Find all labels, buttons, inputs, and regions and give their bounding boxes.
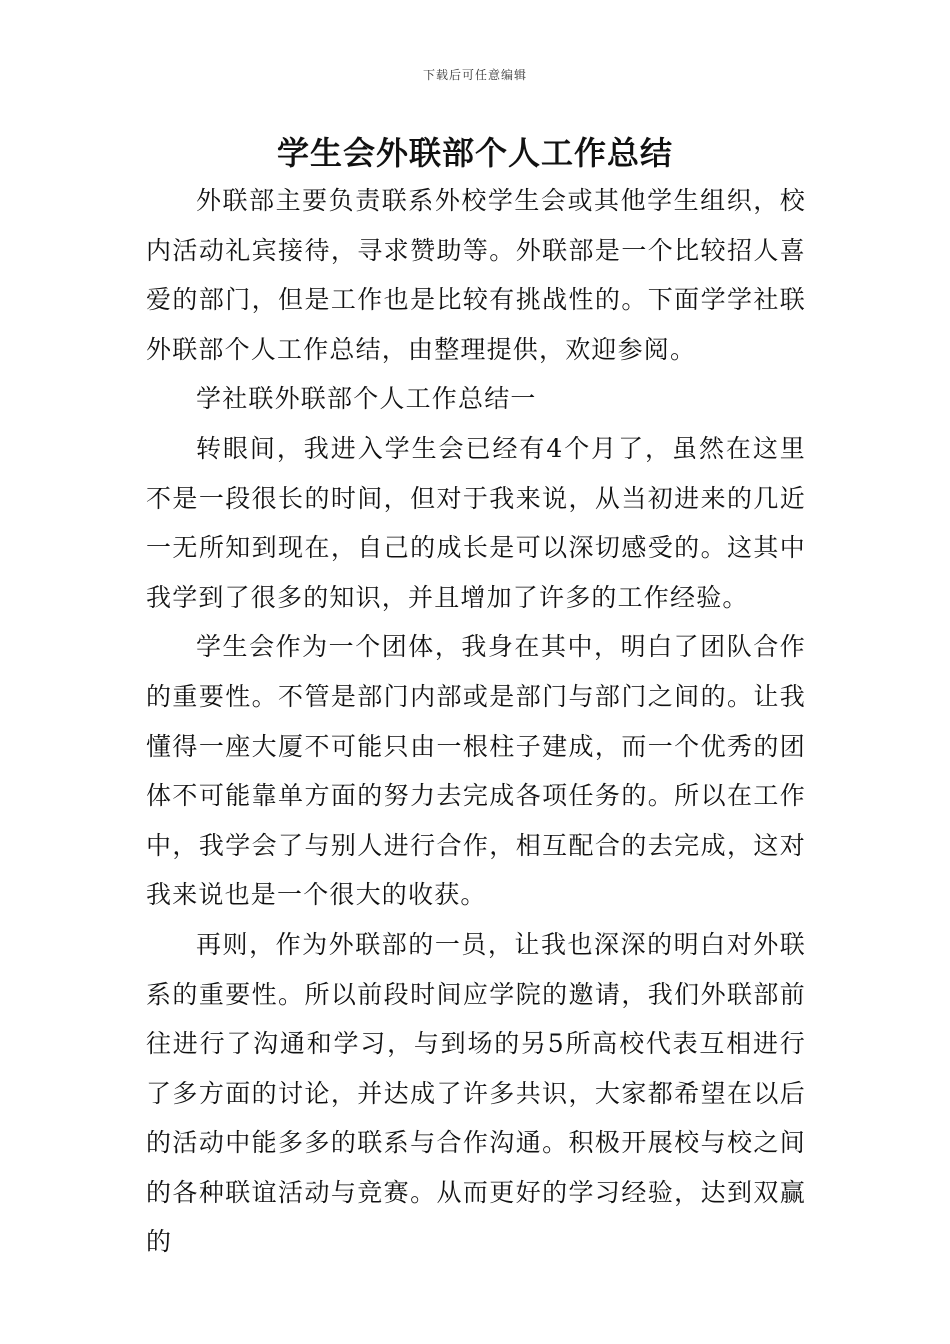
header-note: 下载后可任意编辑 bbox=[422, 68, 527, 82]
section-heading: 学社联外联部个人工作总结一 bbox=[196, 384, 537, 414]
paragraph: 再则，作为外联部的一员，让我也深深的明白对外联系的重要性。所以前段时间应学院的邀请，我们外联部前往进行了沟通和学习，与到场的另5所高校代表互相进行了多方面的讨论，并达成了许多共识，大家都希望在以后的活动中能多多的联系与合作沟通。积极开展校与校之间的各种联谊活动与竞赛。从而更好的学习经验，达到双赢的 bbox=[146, 929, 806, 1257]
paragraph-intro: 外联部主要负责联系外校学生会或其他学生组织，校内活动礼宾接待，寻求赞助等。外联部是一个比较招人喜爱的部门，但是工作也是比较有挑战性的。下面学学社联外联部个人工作总结，由整理提供，欢迎参阅。 bbox=[146, 186, 806, 364]
paragraph: 转眼间，我进入学生会已经有4个月了，虽然在这里不是一段很长的时间，但对于我来说，从当初进来的几近一无所知到现在，自己的成长是可以深切感受的。这其中我学到了很多的知识，并且增加了许多的工作经验。 bbox=[146, 433, 806, 612]
document-body bbox=[146, 176, 806, 1267]
document-title: 学生会外联部个人工作总结 bbox=[276, 134, 673, 172]
paragraph: 学生会作为一个团体，我身在其中，明白了团队合作的重要性。不管是部门内部或是部门与部门之间的。让我懂得一座大厦不可能只由一根柱子建成，而一个优秀的团体不可能靠单方面的努力去完成各项任务的。所以在工作中，我学会了与别人进行合作，相互配合的去完成，这对我来说也是一个很大的收获。 bbox=[146, 632, 806, 910]
